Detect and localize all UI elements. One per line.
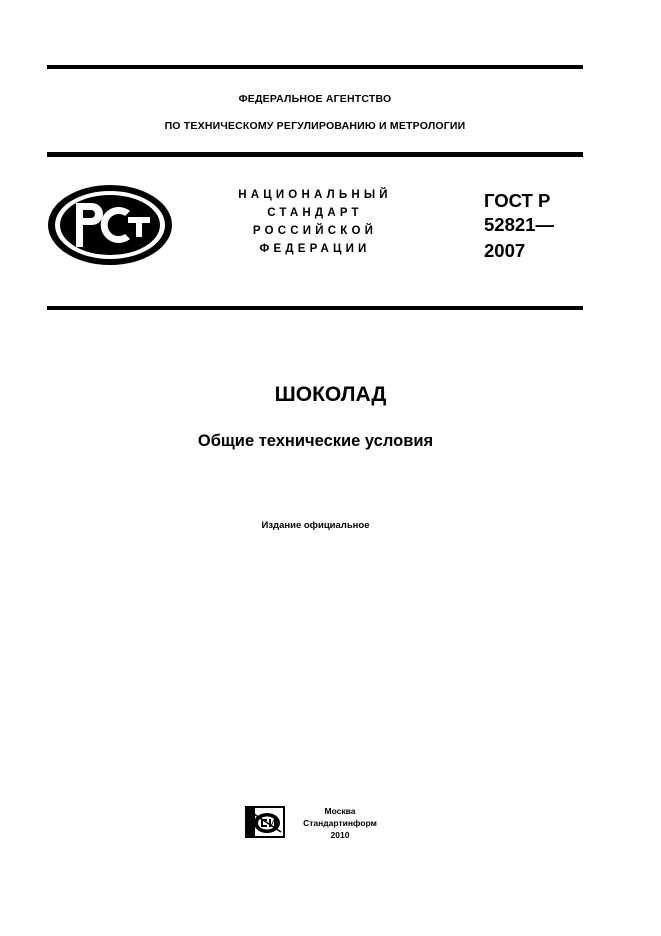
standard-block-rule [47,306,583,310]
national-standard-line-1: НАЦИОНАЛЬНЫЙ [238,189,392,201]
national-standard-line-4: ФЕДЕРАЦИИ [259,243,371,255]
national-standard-line-3: РОССИЙСКОЙ [252,225,378,237]
top-rule [47,65,583,69]
document-title: ШОКОЛАД [274,383,387,406]
agency-line-1: ФЕДЕРАЛЬНОЕ АГЕНТСТВО [238,93,392,105]
publisher-year: 2010 [330,830,350,840]
publisher-name: Стандартинформ [303,818,377,828]
header-rule [47,152,583,157]
gost-designation-line-2: 52821— [484,214,554,235]
rst-logo-icon [46,183,174,267]
edition-note: Издание официальное [261,520,370,531]
gost-designation-line-3: 2007 [484,240,526,261]
gost-designation-line-1: ГОСТ Р [484,190,551,211]
publisher-city: Москва [324,806,356,816]
document-subtitle: Общие технические условия [197,432,434,450]
agency-line-2: ПО ТЕХНИЧЕСКОМУ РЕГУЛИРОВАНИЮ И МЕТРОЛОГИИ [164,120,466,132]
standartinform-logo-icon [245,806,285,838]
national-standard-line-2: СТАНДАРТ [267,207,363,219]
